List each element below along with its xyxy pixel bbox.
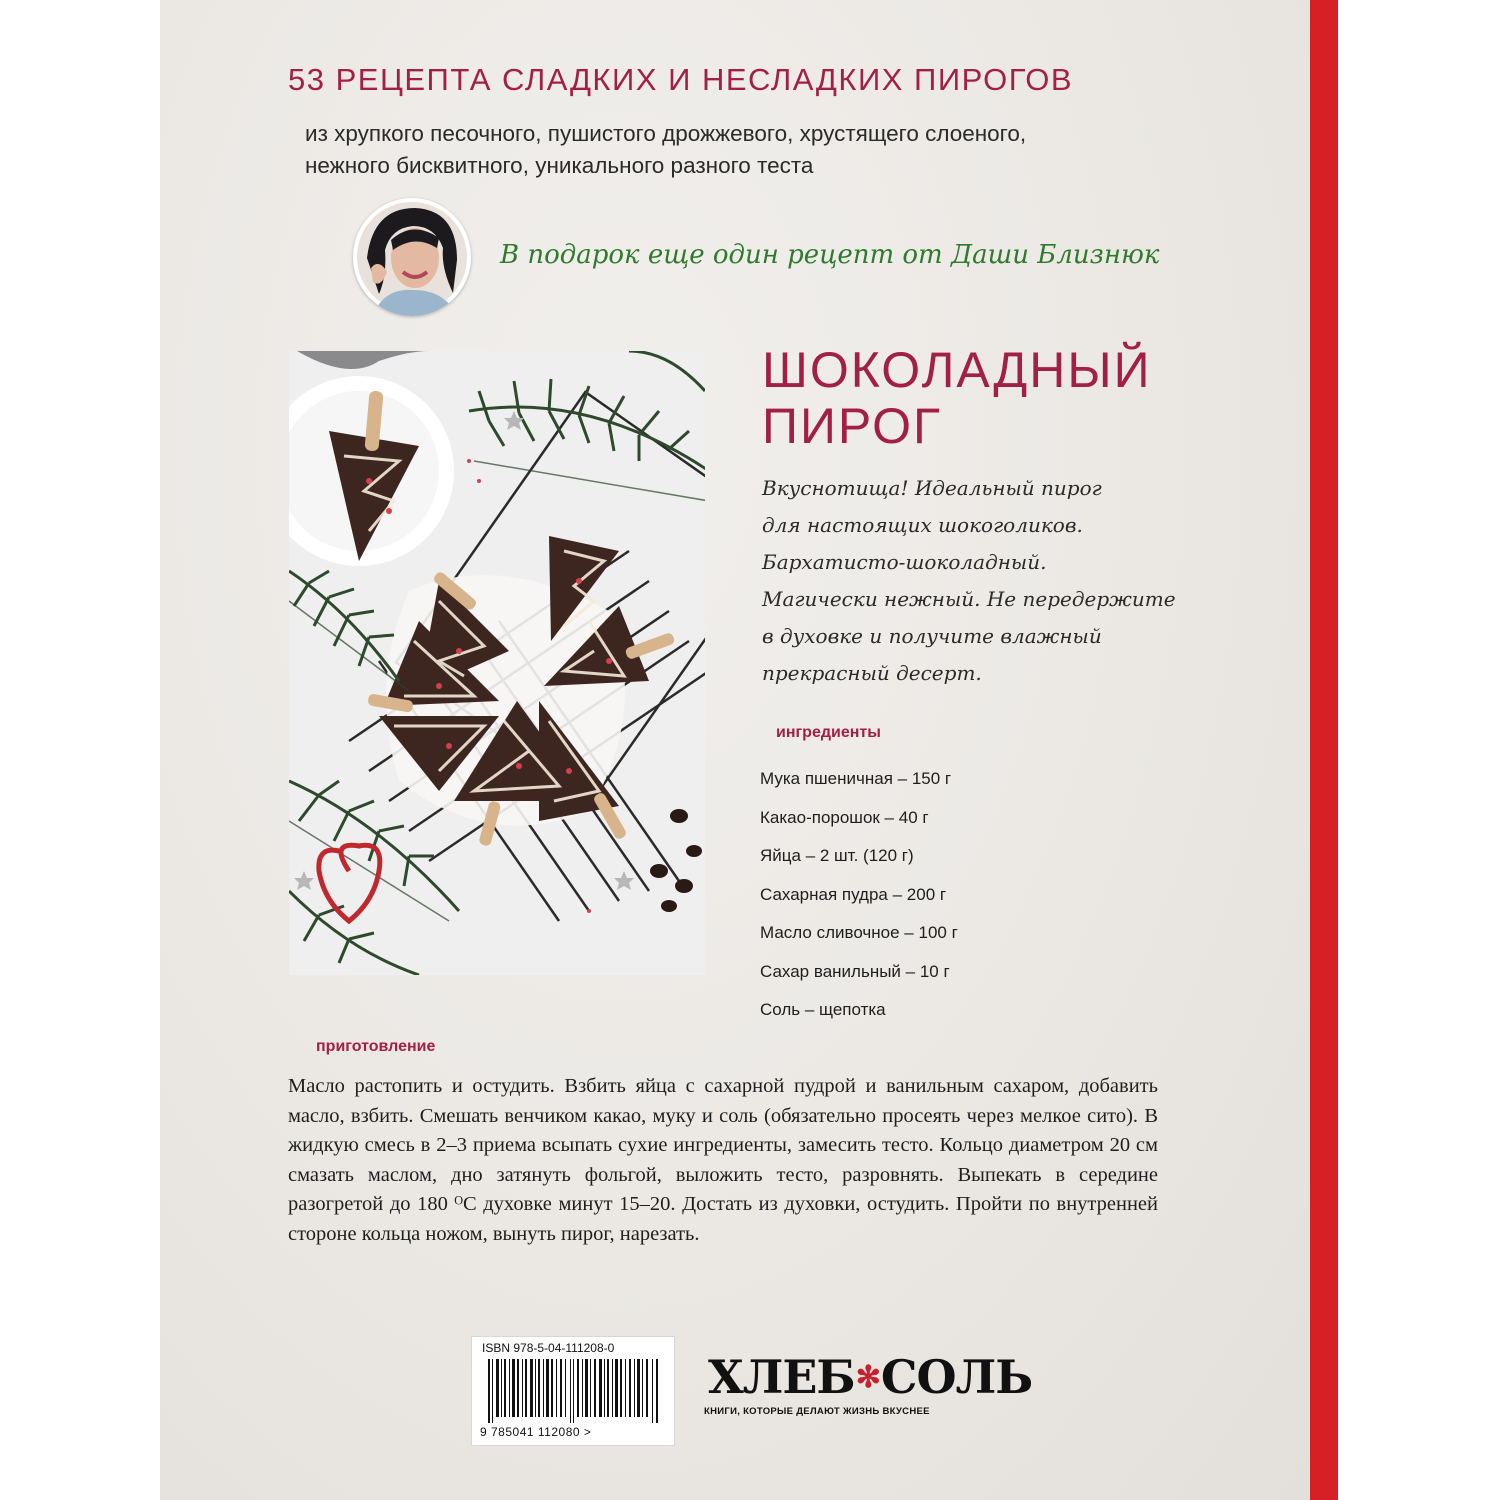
recipe-intro <box>762 470 1282 692</box>
recipe-title-line-2: ПИРОГ <box>762 398 943 454</box>
recipe-title <box>762 342 1282 454</box>
logo-word-left: ХЛЕБ <box>708 1350 855 1404</box>
intro-line: Магически нежный. Не передержите <box>762 587 1176 611</box>
book-spine-edge <box>1310 0 1338 1500</box>
author-photo <box>353 198 471 316</box>
barcode-bars <box>486 1359 662 1423</box>
recipe-title-line-1: ШОКОЛАДНЫЙ <box>762 342 1152 398</box>
cover-subtitle <box>305 118 1205 182</box>
ingredient-item: Мука пшеничная – 150 г <box>760 769 952 788</box>
ingredient-item: Сахар ванильный – 10 г <box>760 961 950 981</box>
flower-icon: ✻ <box>855 1360 880 1395</box>
subtitle-line-1: из хрупкого песочного, пушистого дрожжевого, хрустящего слоеного, <box>305 121 1027 146</box>
ingredients-list <box>760 760 1260 1030</box>
ingredient-item: Какао-порошок – 40 г <box>760 807 929 827</box>
ingredient-item: Соль – щепотка <box>760 1000 886 1019</box>
gift-recipe-note: В подарок еще один рецепт от Даши Близнюк <box>500 240 1160 270</box>
intro-line: в духовке и получите влажный <box>762 624 1102 648</box>
method-text: Масло растопить и остудить. Взбить яйца с сахарной пудрой и ванильным сахаром, добавить масло, взбить. Смешать венчиком какао, муку и соль (обязательно просеять через мелкое сито). В жидкую смесь в 2–3 приема всыпать сухие ингредиенты, замесить тесто. Кольцо диаметром 20 см смазать маслом, дно затянуть фольгой, выложить тесто, разровнять. Выпекать в середине разогретой до 180 ᴼС духовке минут 15–20. Достать из духовки, остудить. Пройти по внутренней стороне кольца ножом, вынуть пирог, нарезать. <box>288 1075 1158 1245</box>
intro-line: Вкуснотища! Идеальный пирог <box>762 476 1102 500</box>
intro-line: для настоящих шокоголиков. <box>762 513 1083 537</box>
recipe-photo <box>289 351 705 975</box>
barcode-digits: 9 785041 112080 > <box>480 1425 592 1439</box>
publisher-logo <box>708 1350 1033 1404</box>
ingredient-item: Масло сливочное – 100 г <box>760 923 958 942</box>
logo-word-right: СОЛЬ <box>880 1350 1033 1404</box>
intro-line: Бархатисто-шоколадный. <box>762 550 1047 574</box>
isbn-barcode <box>471 1336 675 1446</box>
ingredients-heading: ингредиенты <box>776 724 881 741</box>
subtitle-line-2: нежного бисквитного, уникального разного теста <box>305 153 814 178</box>
method-heading: приготовление <box>316 1038 436 1055</box>
isbn-number: ISBN 978-5-04-111208-0 <box>482 1341 615 1355</box>
ingredient-item: Яйца – 2 шт. (120 г) <box>760 846 914 865</box>
intro-line: прекрасный десерт. <box>762 661 982 685</box>
cover-headline: 53 РЕЦЕПТА СЛАДКИХ И НЕСЛАДКИХ ПИРОГОВ <box>288 62 1074 97</box>
publisher-tagline: КНИГИ, КОТОРЫЕ ДЕЛАЮТ ЖИЗНЬ ВКУСНЕЕ <box>704 1406 930 1417</box>
ingredient-item: Сахарная пудра – 200 г <box>760 884 947 904</box>
